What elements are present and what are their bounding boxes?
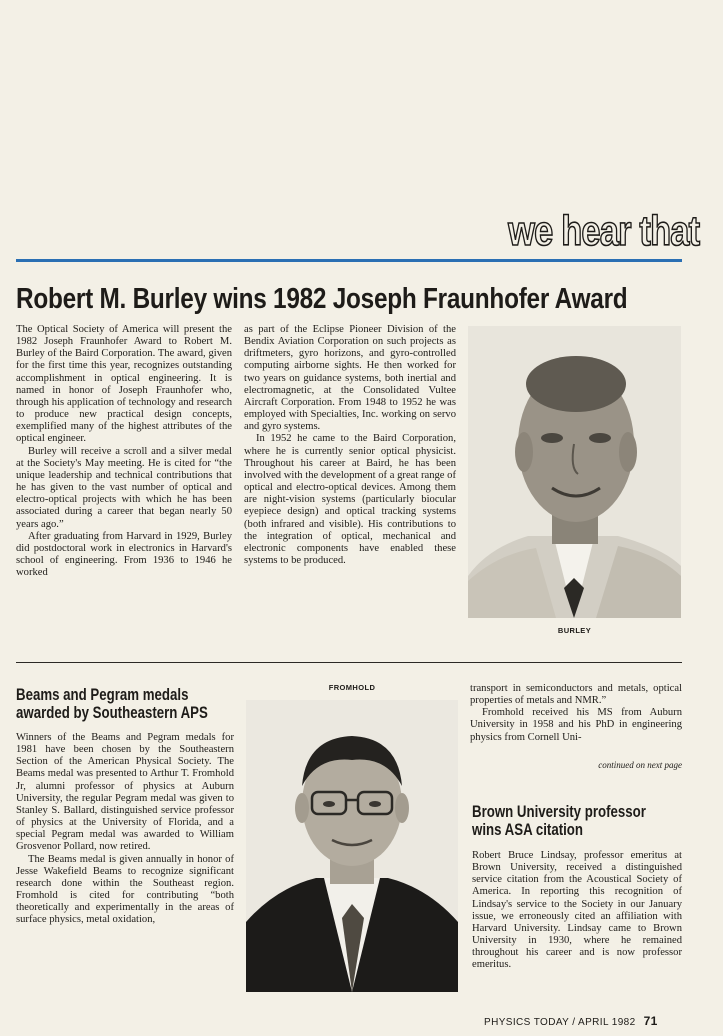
- beams-paragraph-1: Winners of the Beams and Pegram medals for 1981 have been chosen by the Southeastern Section of the American Physical Society. The Beams medal was presented to Arthur T. Fromhold Jr, alumni professor of physics at Auburn University, the regular Pegram medal was given to Stanley S. Ballard, distinguished service professor of physics at the University of Florida, and a special Pegram medal was awarded to William Grosvenor Pollard, now retired.: [16, 732, 234, 853]
- fromhold-photo: [246, 700, 458, 992]
- beams-continuation-column: [470, 683, 682, 744]
- main-headline: Robert M. Burley wins 1982 Joseph Fraunhofer Award: [16, 283, 628, 315]
- main-article-column-2: [244, 324, 456, 567]
- brown-article-column: [472, 850, 682, 972]
- fromhold-photo-caption: FROMHOLD: [328, 683, 376, 692]
- page-footer: [484, 1014, 658, 1028]
- main-paragraph-5: In 1952 he came to the Baird Corporation, where he is currently senior optical physicist. Throughout his career at Baird, he has been involved with the development of a great range of optical and electro-optical devices. Among them are night-vision systems (particularly biocular eyepiece design) and optical tracking systems (both infrared and visible). His contributions to the integration of optical, mechanical and electronic components have enabled these systems to be produced.: [244, 433, 456, 566]
- beams-article-column: [16, 732, 234, 927]
- beams-paragraph-2: The Beams medal is given annually in honor of Jesse Wakefield Beams to recognize significant research done within the Southeast region. Fromhold is cited for contributing “both theoretically and experimentally in the areas of surface physics, metal oxidation,: [16, 853, 234, 926]
- page-number: 71: [643, 1014, 658, 1028]
- main-paragraph-1: The Optical Society of America will present the 1982 Joseph Fraunhofer Award to Robert M. Burley of the Baird Corporation. The award, given for the first time this year, recognizes outstanding accomplishment in optical engineering. It is named in honor of Joseph Fraunhofer who, through his application of technology and research to produce new practical design concepts, exemplified many of the highest attributes of the optical engineer.: [16, 324, 232, 445]
- brown-headline-line-2: wins ASA citation: [472, 820, 584, 839]
- burley-photo: [468, 326, 681, 618]
- beams-continuation-paragraph-2: Fromhold received his MS from Auburn University in 1958 and his PhD in engineering physics from Cornell Uni-: [470, 707, 682, 743]
- section-title: we hear that: [508, 207, 700, 254]
- beams-continuation-paragraph-1: transport in semiconductors and metals, optical properties of metals and NMR.”: [470, 683, 682, 707]
- continued-note: continued on next page: [598, 760, 682, 770]
- main-paragraph-4: as part of the Eclipse Pioneer Division of the Bendix Aviation Corporation on such projects as driftmeters, gyro horizons, and gyro-controlled computing airborne sights. He then worked for two years on guidance systems, both inertial and electromagnetic, at the Consolidated Vultee Aircraft Corporation. From 1948 to 1952 he was employed with Specialties, Inc. working on servo and gyro systems.: [244, 324, 456, 433]
- beams-headline-line-1: Beams and Pegram medals: [16, 685, 189, 704]
- article-divider: [16, 662, 682, 663]
- burley-portrait-drawing: [468, 326, 681, 618]
- beams-headline-line-2: awarded by Southeastern APS: [16, 703, 208, 722]
- section-rule: [16, 259, 682, 262]
- brown-paragraph: Robert Bruce Lindsay, professor emeritus at Brown University, received a distinguished service citation from the Acoustical Society of America. In reporting this recognition of Lindsay's service to the Society in our January issue, we erroneously cited an affiliation with Harvard University. Lindsay came to Brown University in 1930, where he remained throughout his career and is now professor emeritus.: [472, 850, 682, 971]
- burley-photo-caption: BURLEY: [557, 626, 592, 635]
- main-paragraph-3: After graduating from Harvard in 1929, Burley did postdoctoral work in electronics in Harvard's school of engineering. From 1936 to 1946 he worked: [16, 530, 232, 579]
- main-paragraph-2: Burley will receive a scroll and a silver medal at the Society's May meeting. He is cited for “the unique leadership and technical contributions that he has given to the vast number of optical and electro-optical projects with which he has been associated during a career that began nearly 50 years ago.”: [16, 445, 232, 530]
- journal-issue: PHYSICS TODAY / APRIL 1982: [484, 1017, 636, 1028]
- fromhold-portrait-drawing: [246, 700, 458, 992]
- brown-headline-line-1: Brown University professor: [472, 802, 646, 821]
- main-article-column-1: [16, 324, 232, 579]
